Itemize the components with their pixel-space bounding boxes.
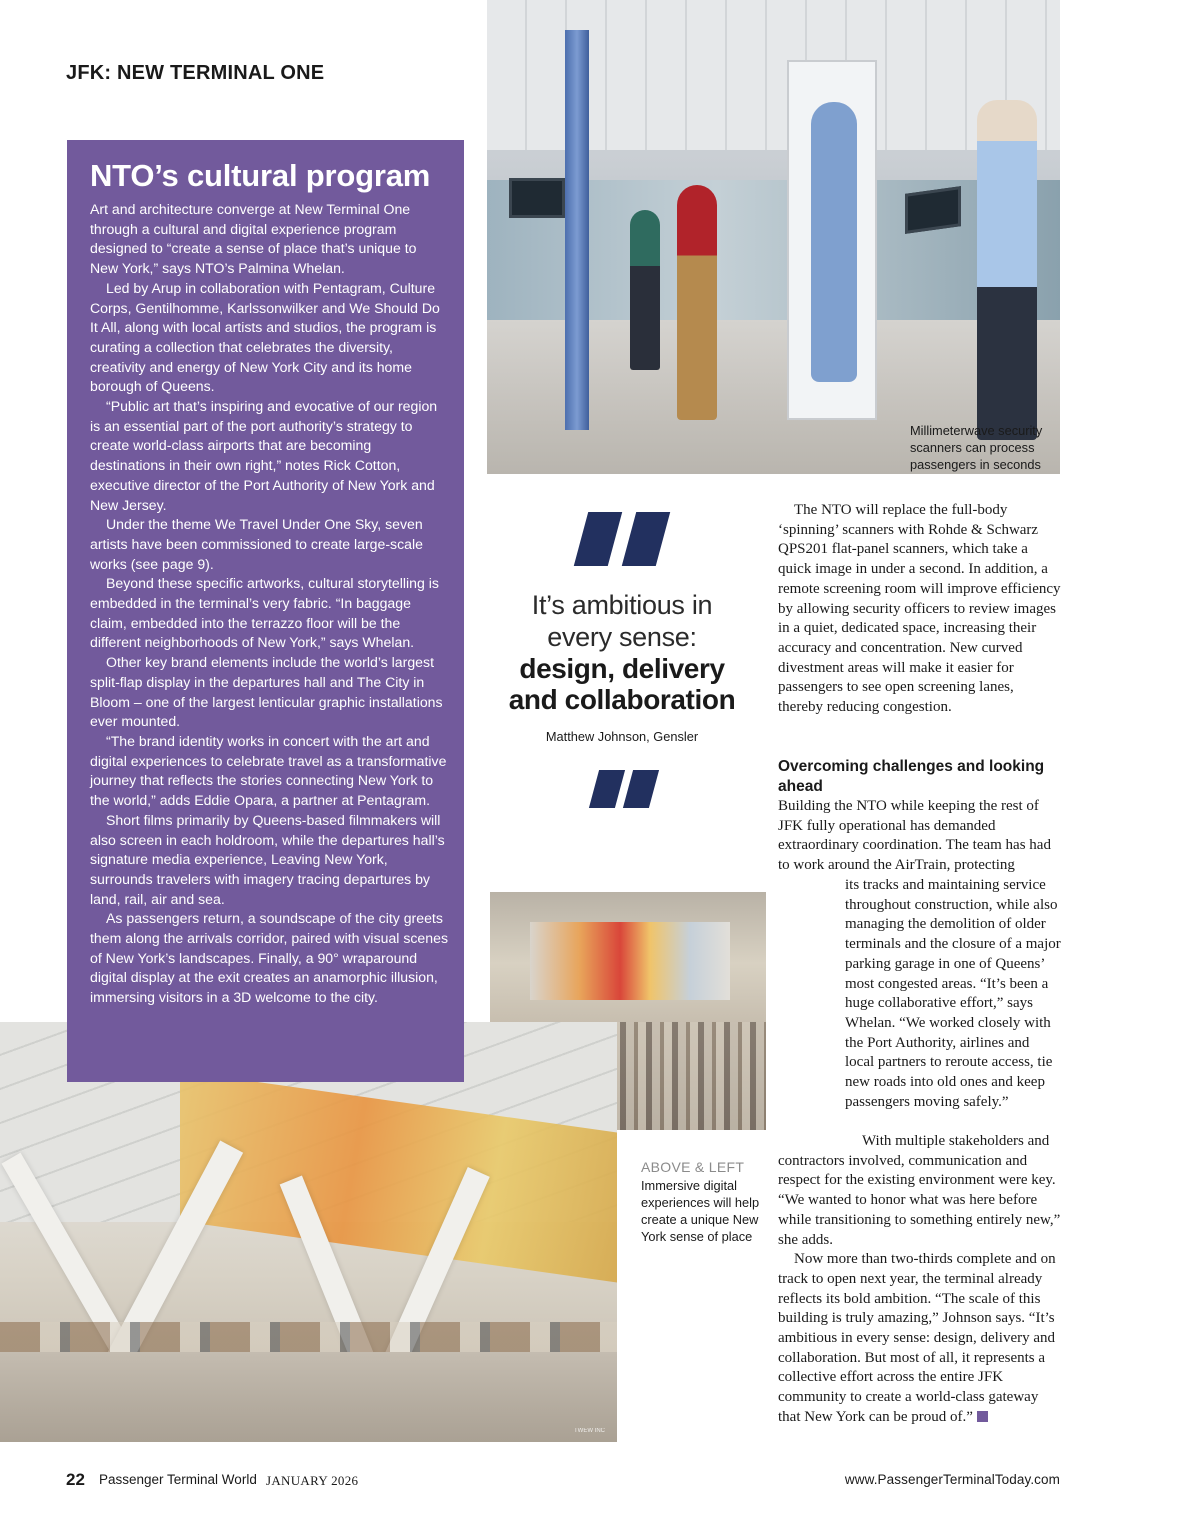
page-number: 22 (66, 1470, 85, 1489)
open-quote-mark-icon (575, 512, 671, 566)
sidebar-paragraph: Under the theme We Travel Under One Sky, seven artists have been commissioned to create large-scale works (see page 9). (90, 516, 423, 572)
photo-credit: TWEW INC (574, 1428, 605, 1434)
body-closing (778, 1132, 1062, 1428)
caption-head: ABOVE & LEFT (641, 1159, 745, 1175)
body-paragraph: With multiple stakeholders and contractors involved, communication and respect for the existing environment were key. “We wanted to honor what was here before while transitioning to something entirely new,” she adds. (778, 1133, 1061, 1248)
pull-quote-light: It’s ambitious in every sense: (531, 590, 713, 652)
body-paragraph: The NTO will replace the full-body ‘spinning’ scanners with Rohde & Schwarz QPS201 flat-panel scanners, which take a quick image in under a second. In addition, a remote screening room will improve efficiency by allowing security officers to review images in a quiet, dedicated space, increasing their accuracy and concentration. New curved divestment areas will make it easier for passengers to see open screening lanes, thereby reducing congestion. (778, 502, 1061, 716)
departures-hall-photo (0, 1022, 617, 1442)
sidebar-paragraph: “Public art that’s inspiring and evocative of our region is an essential part of the port authority’s strategy to create world-class airports that are becoming destinations in their own right,” notes Rick Cotton, executive director of the Port Authority of New York and New Jersey. (90, 398, 438, 513)
pull-quote-bold: design, delivery and collaboration (508, 653, 736, 715)
body-paragraph-text: Now more than two-thirds complete and on track to open next year, the terminal already reflects its bold ambition. “The scale of this building is truly amazing,” Johnson says. “It’s ambitious in every sense: design, delivery and collaboration. But most of all, it represents a collective effort across the entire JFK community to create a world-class gateway that New York can be proud of.” (778, 1251, 1056, 1425)
body-paragraph-final (778, 1250, 1062, 1427)
sidebar-paragraph: “The brand identity works in concert with the art and digital experiences to celebrate travel as a transformative journey that reflects the stories connecting New York to the world,” adds Eddie Opara, a partner at Pentagram. (90, 732, 447, 809)
body-subhead: Overcoming challenges and looking ahead (778, 758, 1045, 795)
sidebar-paragraph: Art and architecture converge at New Terminal One through a cultural and digital experience program designed to “create a sense of place that’s unique to New York,” says NTO’s Palmina Whelan. (90, 201, 417, 277)
close-quote-mark-icon (588, 770, 660, 808)
section-label: JFK: NEW TERMINAL ONE (66, 62, 325, 84)
sidebar-paragraph: As passengers return, a soundscape of the city greets them along the arrivals corridor, paired with visual scenes of New York’s landscapes. Finally, a 90° wraparound digital display at the exit creates an anamorphic illusion, immersing visitors in a 3D welcome to the city. (90, 910, 448, 1006)
pull-quote-attribution: Matthew Johnson, Gensler (545, 729, 699, 744)
sidebar-paragraph: Other key brand elements include the world’s largest split-flap display in the departures hall and The City in Bloom – one of the largest lenticular graphic installations ever mounted. (90, 654, 443, 730)
sidebar-paragraph: Beyond these specific artworks, cultural storytelling is embedded in the terminal’s very fabric. “In baggage claim, embedded into the terrazzo floor will be the different neighborhoods of New York,” says Whelan. (90, 575, 439, 651)
pull-quote (498, 589, 746, 744)
issue-date: JANUARY 2026 (266, 1473, 359, 1488)
body-paragraph-wrap: its tracks and maintaining service throughout construction, while also managing the demolition of older terminals and the closure of a major parking garage in one of Queens’ most congested areas. “It’s been a huge collaborative effort,” says Whelan. “We worked closely with the Port Authority, airlines and local partners to reroute access, tie new roads into old ones and keep passengers moving safely.” (845, 877, 1061, 1110)
publication-name: Passenger Terminal World (99, 1472, 257, 1487)
sidebar-paragraph: Led by Arup in collaboration with Pentagram, Culture Corps, Gentilhomme, Karlssonwilker and We Should Do It All, along with local artists and studios, the program is curating a collection that celebrates the diversity, creativity and energy of New York City and its home borough of Queens. (90, 279, 440, 395)
end-mark-icon (977, 1411, 988, 1422)
security-photo-caption: Millimeterwave security scanners can process passengers in seconds (910, 423, 1043, 472)
security-scanner-photo (487, 0, 1060, 474)
body-paragraph: Building the NTO while keeping the rest of JFK fully operational has demanded extraordinary coordination. The team has had to work around the AirTrain, protecting (778, 798, 1051, 874)
caption-text: Immersive digital experiences will help create a unique New York sense of place (641, 1178, 760, 1244)
body-intro (778, 501, 1062, 718)
website-link[interactable]: www.PassengerTerminalToday.com (844, 1472, 1060, 1487)
cultural-program-sidebar (67, 140, 464, 1082)
hall-photo-caption (641, 1159, 761, 1245)
sidebar-paragraph: Short films primarily by Queens-based filmmakers will also screen in each holdroom, while the departures hall’s signature media experience, Leaving New York, surrounds travelers with imagery tracing departures by land, rail, air and sea. (90, 811, 445, 907)
sidebar-title: NTO’s cultural program (90, 158, 431, 193)
